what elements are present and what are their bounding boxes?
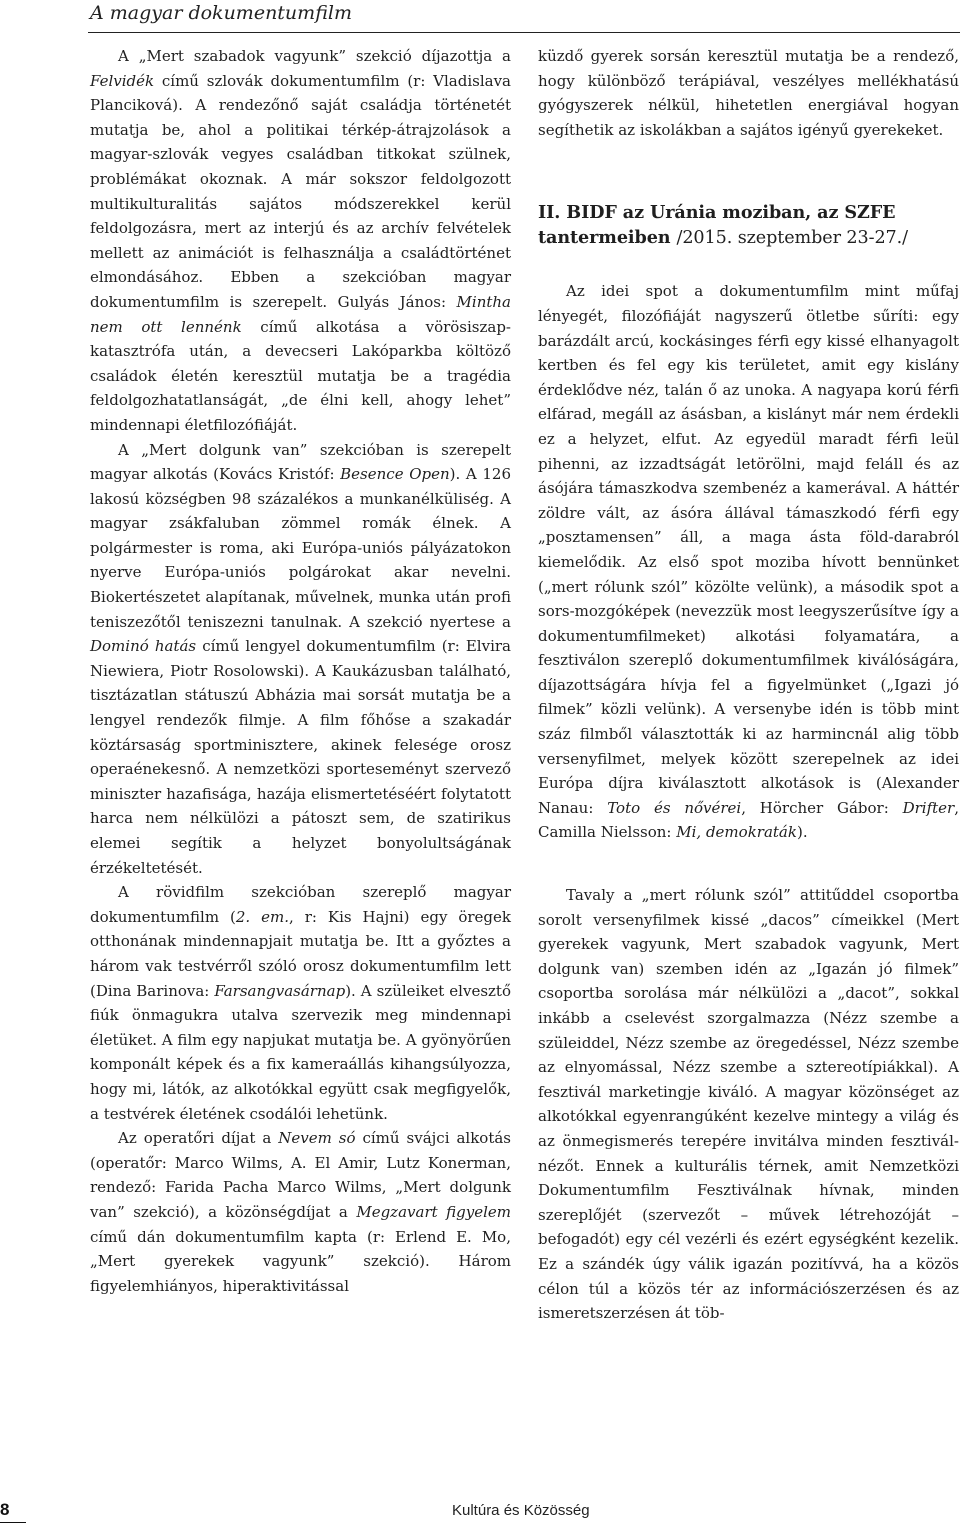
right-column [538, 44, 959, 1326]
italic-title: Toto és nővérei [607, 798, 742, 817]
italic-title: Besence Open [340, 465, 450, 484]
page-number: 8 [0, 1500, 10, 1519]
italic-title: 2. em. [235, 907, 290, 926]
text-run: , Hörcher Gábor: [741, 798, 903, 817]
paragraph [90, 44, 511, 438]
italic-title: Megzavart figyelem [356, 1202, 511, 1221]
italic-title: Drifter [902, 798, 955, 817]
text-run: , Camilla Nielsson: [538, 798, 959, 842]
italic-title: Mintha nem ott lennénk [90, 292, 511, 336]
italic-title: Dominó hatás [90, 637, 197, 656]
text-run: A „Mert szabadok vagyunk” szekció díjazottja a [118, 47, 511, 65]
paragraph [538, 279, 959, 845]
text-run: című svájci alkotás (operatőr: Marco Wilms, A. El Amir, Lutz Konerman, rendező: Farida Pacha Marco Wilms, „Mert dolgunk van” szekció), a közönségdíjat a [90, 1129, 511, 1221]
text-run: című lengyel dokumentumfilm (r: Elvira Niewiera, Piotr Rosolowski). A Kaukázusban található, tisztázatlan státuszú Abházia mai sorsát mutatja be a lengyel rendezők filmje. A film főhőse a szakadár köztársaság sportminisztere, akinek felesége orosz operaénekesnő. A nemzetközi sporteseményt szervező miniszter hazafisága, hazája elismertetéséért folytatott harca nem nélkülözi a pátoszt sem, de szatirikus elemei segítik a helyzet bonyolultságának érzékeltetését. [90, 637, 511, 877]
paragraph [538, 883, 959, 1326]
header-rule [88, 32, 960, 33]
paragraph [90, 438, 511, 881]
journal-title: Kultúra és Közösség [452, 1502, 590, 1519]
text-run: küzdő gyerek sorsán keresztül mutatja be a rendező, hogy különböző terápiával, veszélyes mellékhatású gyógyszerek nélkül, hihetetlen energiával hogyan segíthetik az iskolákban a sajátos igényű gyerekeket. [538, 47, 959, 139]
text-run: Az idei spot a dokumentumfilm mint műfaj lényegét, filozófiáját nagyszerű ötletbe sűríti: egy barázdált arcú, kockásinges férfi egy kissé elhanyagolt kertben és fel egy kis területet, amit egy kislány érdeklődve néz, talán ő az unoka. A nagyapa korú férfi elfárad, megáll az ásásban, a kislányt már nem érdekli ez a helyzet, elfut. Az egyedül maradt férfi leül pihenni, az izzadtságát letörölni, majd feláll és az ásójára támaszkodva szembenéz a kamerával. A háttér zöldre vált, az ásóra állával támaszkodó férfi egy „posztamensen” áll, a maga ásta föld-darabról kiemelődik. Az első spot moziba hívott bennünket („mert rólunk szól” közölte velünk), a második spot a sors-mozgóképek (nevezzük most leegyszerűsítve így a dokumentumfilmeket) alkotási folyamatára, a fesztiválon szereplő dokumentumfilmek kiválóságára, díjazottságára hívja fel a figyelmünket („Igazi jó filmek” közli velünk). A versenybe idén is több mint száz filmből választották ki az harmincnál alig több versenyfilmet, melyek között szerepelnek az idei Európa díjra kiválasztott alkotások is (Alexander Nanau: [538, 282, 959, 817]
italic-title: Felvidék [90, 71, 155, 90]
paragraph [90, 880, 511, 1126]
text-run: Tavaly a „mert rólunk szól” attitűddel csoportba sorolt versenyfilmek kissé „dacos” címeikkel (Mert gyerekek vagyunk, Mert szabadok vagyunk, Mert dolgunk van) szemben idén az „Igazán jó filmek” csoportba sorolása már nélkülözi a „dacot”, sokkal inkább a cselevést szorgalmazza (Nézz szembe a szüleiddel, Nézz szembe az öregedéssel, Nézz szembe az elnyomással, Nézz szembe a sztereotípiákkal). A fesztivál marketingje kiváló. A magyar közönséget az alkotókkal egyenrangúként kezelve mintegy a világ és az önmegismerés terepére invitálva minden fesztivál-nézőt. Ennek a kulturális térnek, amit Nemzetközi Dokumentumfilm Fesztiválnak hívnak, minden szereplőjét (szervezőt – művek létrehozóját – befogadót) egy cél vezérli és ezért egységként kezelik. Ez a szándék úgy válik igazán pozitívvá, ha a közös célon túl a közös tér az információszerzésen és az ismeretszerzésen át töb- [538, 886, 959, 1323]
text-run: , r: Kis Hajni) egy öregek otthonának mindennapjait mutatja be. Itt a győztes a három vak testvérről szóló orosz dokumentumfilm lett (Dina Barinova: [90, 907, 512, 1000]
text-run: Az operatőri díjat a [118, 1129, 279, 1148]
text-run: ). A szüleiket elvesztő fiúk önmagukra utalva szervezik meg mindennapi életüket. A film egy napjukat mutatja be. A gyönyörűen komponált képek és a fix kameraállás kihangsúlyozza, hogy mi, látók, az alkotókkal együtt csak megfigyelők, a testvérek életének csodálói lehetünk. [90, 981, 511, 1123]
text-run: című alkotása a vörösiszap-katasztrófa után, a devecseri Lakóparkba költöző családok életén keresztül mutatja be a tragédia feldolgozhatatlanságát, „de élni kell, ahogy lehet” mindennapi életfilozófiáját. [90, 317, 512, 434]
paragraph [538, 44, 959, 142]
left-column [90, 44, 511, 1298]
section-heading-date: /2015. szeptember 23-27./ [676, 228, 908, 249]
section-heading [538, 200, 959, 251]
text-run: című dán dokumentumfilm kapta (r: Erlend E. Mo, „Mert gyerekek vagyunk” szekció). Három figyelemhiányos, hiperaktivitással [90, 1227, 511, 1295]
italic-title: Nevem só [278, 1129, 356, 1148]
italic-title: Farsangvasárnap [214, 981, 346, 1000]
text-run: A „Mert dolgunk van” szekcióban is szerepelt magyar alkotás (Kovács Kristóf: [90, 440, 511, 484]
text-run: ). [796, 823, 808, 842]
text-run: című szlovák dokumentumfilm (r: Vladislava Planciková). A rendezőnő saját családja történetét mutatja be, ahol a politikai térkép-átrajzolások a magyar-szlovák vegyes családban titkokat szülnek, problémákat okoznak. A már sokszor feldolgozott multikulturalitás sajátos módszerekkel kerül feldolgozásra, mert az interjú és az archív felvételek mellett az animációt is felhasználja a családtörténet elmondásához. Ebben a szekcióban magyar dokumentumfilm is szerepelt. Gulyás János: [90, 71, 511, 311]
text-run: A rövidfilm szekcióban szereplő magyar dokumentumfilm ( [90, 883, 511, 926]
text-run: ). A 126 lakosú községben 98 százalékos a munkanélküliség. A magyar zsákfaluban zömmel romák élnek. A polgármester is roma, aki Európa-uniós pályázatokon nyerve Európa-uniós polgárokat akar nevelni. Biokertészetet alapítanak, művelnek, munka után profi teniszezőtől teniszezni tanulnak. A szekció nyertese a [90, 465, 511, 631]
running-title: A magyar dokumentumfilm [90, 2, 352, 24]
italic-title: Mi, demokraták [676, 823, 797, 842]
section-heading-title: II. BIDF az Uránia moziban, az SZFE tantermeiben [538, 202, 896, 249]
paragraph [90, 1126, 511, 1298]
